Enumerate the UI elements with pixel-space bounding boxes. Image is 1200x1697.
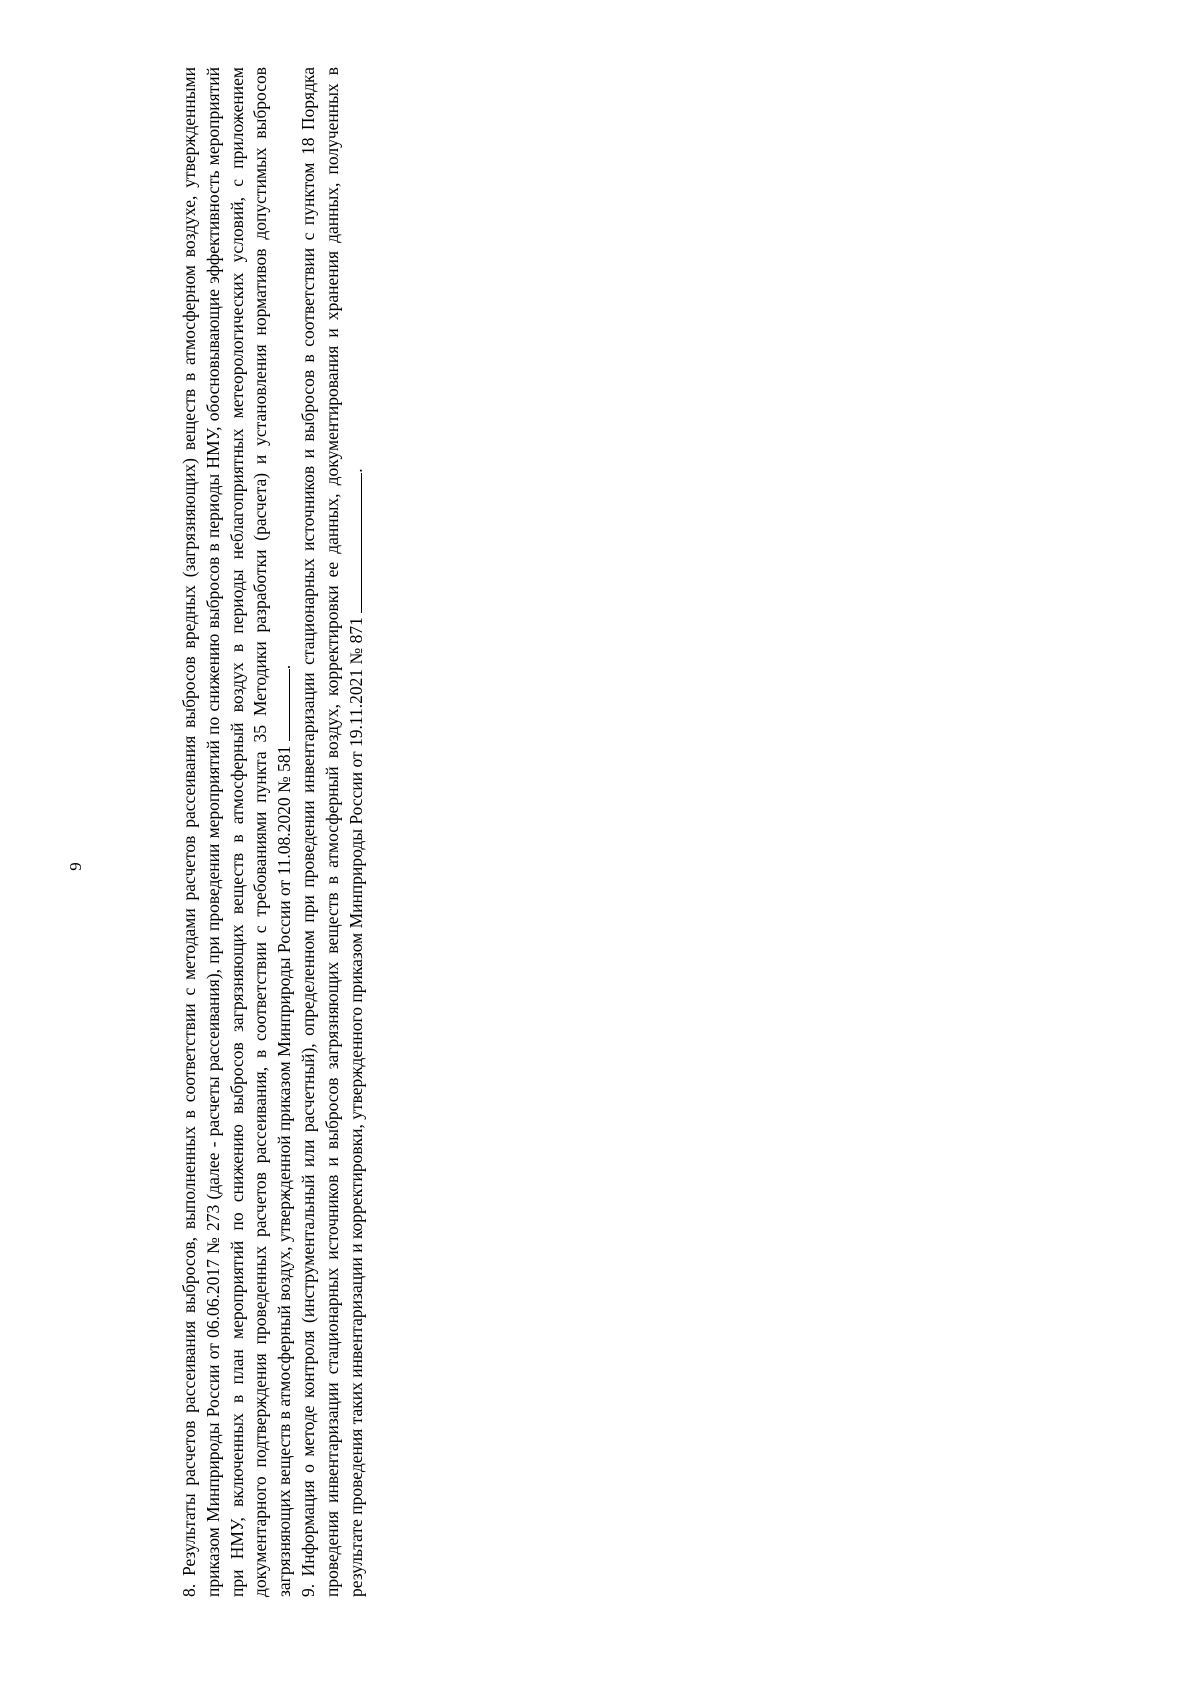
paragraph-9-text: 9. Информация о методе контроля (инструментальный или расчетный), определенном при проведении инвентаризации стационарных источников и выбросов в соответствии с пунктом 18 Порядка проведения инвентаризации стационарных источников и выбросов загрязняющих веществ в атмосферный воздух, корректировки ее данных, документирования и хранения данных, полученных в результате проведения таких инвентаризации и корректировки, утвержденного приказом Минприроды России от 19.11.2021 № 871 <box>297 67 366 1597</box>
paragraph-9-tail: . <box>345 468 366 473</box>
fill-in-blank-8 <box>274 669 290 741</box>
paragraph-8-text: 8. Результаты расчетов рассеивания выбросов, выполненных в соответствии с методами расчетов рассеивания выбросов вредных (загрязняющих) веществ в атмосферном воздухе, утвержденными приказом Минприроды России от 06.06.2017 № 273 (далее - расчеты рассеивания), при проведении мероприятий по снижению выбросов в периоды НМУ, обосновывающие эффективность мероприятий при НМУ, включенных в план мероприятий по снижению выбросов загрязняющих веществ в атмосферный воздух в периоды неблагоприятных метеорологических условий, с приложением документарного подтверждения проведенных расчетов рассеивания, в соответствии с требованиями пункта 35 Методики разработки (расчета) и установления нормативов допустимых выбросов загрязняющих веществ в атмосферный воздух, утвержденной приказом Минприроды России от 11.08.2020 № 581 <box>179 67 295 1597</box>
rotated-text-block <box>178 67 368 1597</box>
paragraph-item-8 <box>178 67 297 1597</box>
paragraph-item-9 <box>297 67 368 1597</box>
fill-in-blank-9 <box>346 473 362 613</box>
paragraph-8-tail: . <box>274 664 295 670</box>
page-number: 9 <box>65 862 85 871</box>
